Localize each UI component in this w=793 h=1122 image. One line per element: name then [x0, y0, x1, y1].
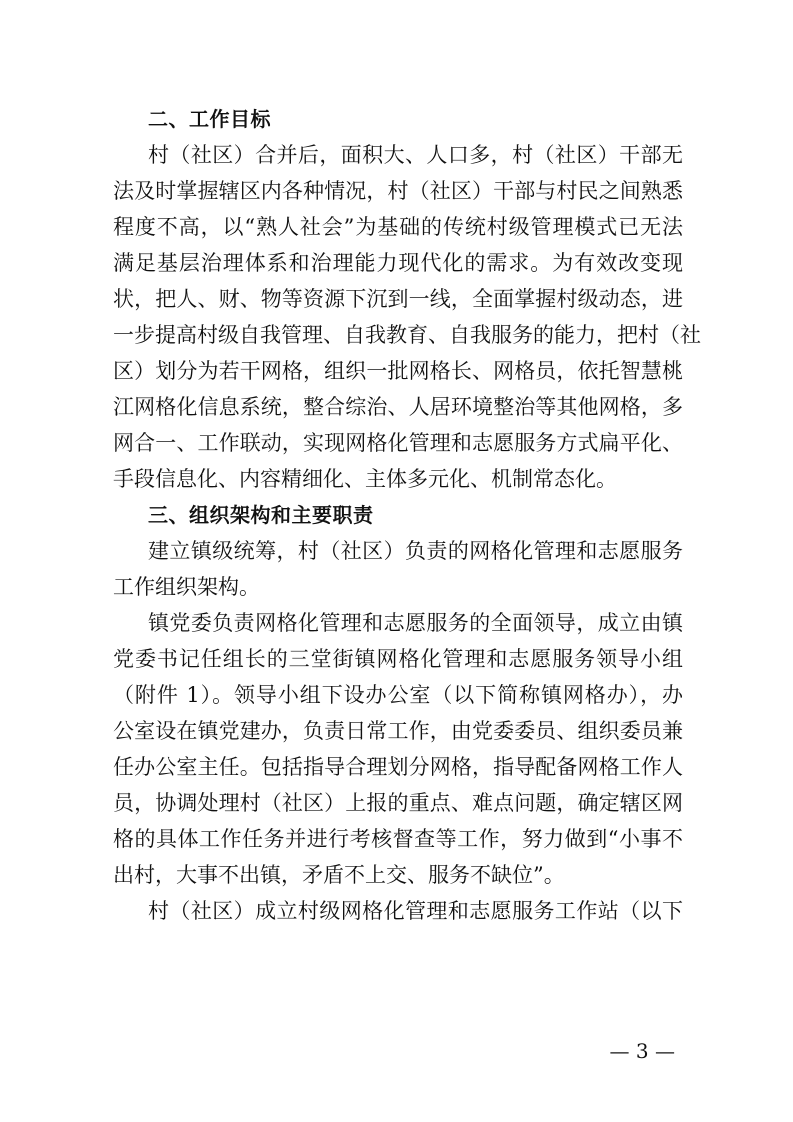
paragraph-line: 村（社区）成立村级网格化管理和志愿服务工作站（以下	[148, 899, 683, 923]
paragraph-line: 党委书记任组长的三堂街镇网格化管理和志愿服务领导小组	[113, 647, 683, 671]
section-heading-work-goals: 二、工作目标	[148, 107, 271, 131]
paragraph-line: 江网格化信息系统，整合综治、人居环境整治等其他网格，多	[113, 395, 683, 419]
paragraph-line: （附件 1）。领导小组下设办公室（以下简称镇网格办），办	[113, 683, 683, 707]
paragraph-line: 员，协调处理村（社区）上报的重点、难点问题，确定辖区网	[113, 791, 683, 815]
paragraph-line: 状，把人、财、物等资源下沉到一线，全面掌握村级动态，进	[113, 287, 683, 311]
paragraph-line: 任办公室主任。包括指导合理划分网格，指导配备网格工作人	[113, 755, 683, 779]
paragraph-line: 出村，大事不出镇，矛盾不上交、服务不缺位”。	[113, 863, 565, 887]
paragraph-line: 公室设在镇党建办，负责日常工作，由党委委员、组织委员兼	[113, 719, 683, 743]
paragraph-line: 网合一、工作联动，实现网格化管理和志愿服务方式扁平化、	[113, 431, 683, 455]
paragraph-line: 程度不高，以“熟人社会”为基础的传统村级管理模式已无法	[113, 215, 683, 239]
paragraph-line: 满足基层治理体系和治理能力现代化的需求。为有效改变现	[113, 251, 683, 275]
paragraph-line: 建立镇级统筹，村（社区）负责的网格化管理和志愿服务	[148, 539, 683, 563]
paragraph-line: 格的具体工作任务并进行考核督查等工作，努力做到“小事不	[113, 827, 683, 851]
paragraph-line: 法及时掌握辖区内各种情况，村（社区）干部与村民之间熟悉	[113, 179, 683, 203]
paragraph-line: 村（社区）合并后，面积大、人口多，村（社区）干部无	[148, 143, 683, 167]
paragraph-line: 镇党委负责网格化管理和志愿服务的全面领导，成立由镇	[148, 611, 683, 635]
paragraph-line: 一步提高村级自我管理、自我教育、自我服务的能力，把村（社	[113, 323, 701, 347]
paragraph-line: 工作组织架构。	[113, 575, 260, 599]
paragraph-line: 手段信息化、内容精细化、主体多元化、机制常态化。	[113, 467, 617, 491]
section-heading-organization: 三、组织架构和主要职责	[148, 503, 374, 527]
page-number: — 3 —	[609, 1039, 675, 1063]
paragraph-line: 区）划分为若干网格，组织一批网格长、网格员，依托智慧桃	[113, 359, 683, 383]
